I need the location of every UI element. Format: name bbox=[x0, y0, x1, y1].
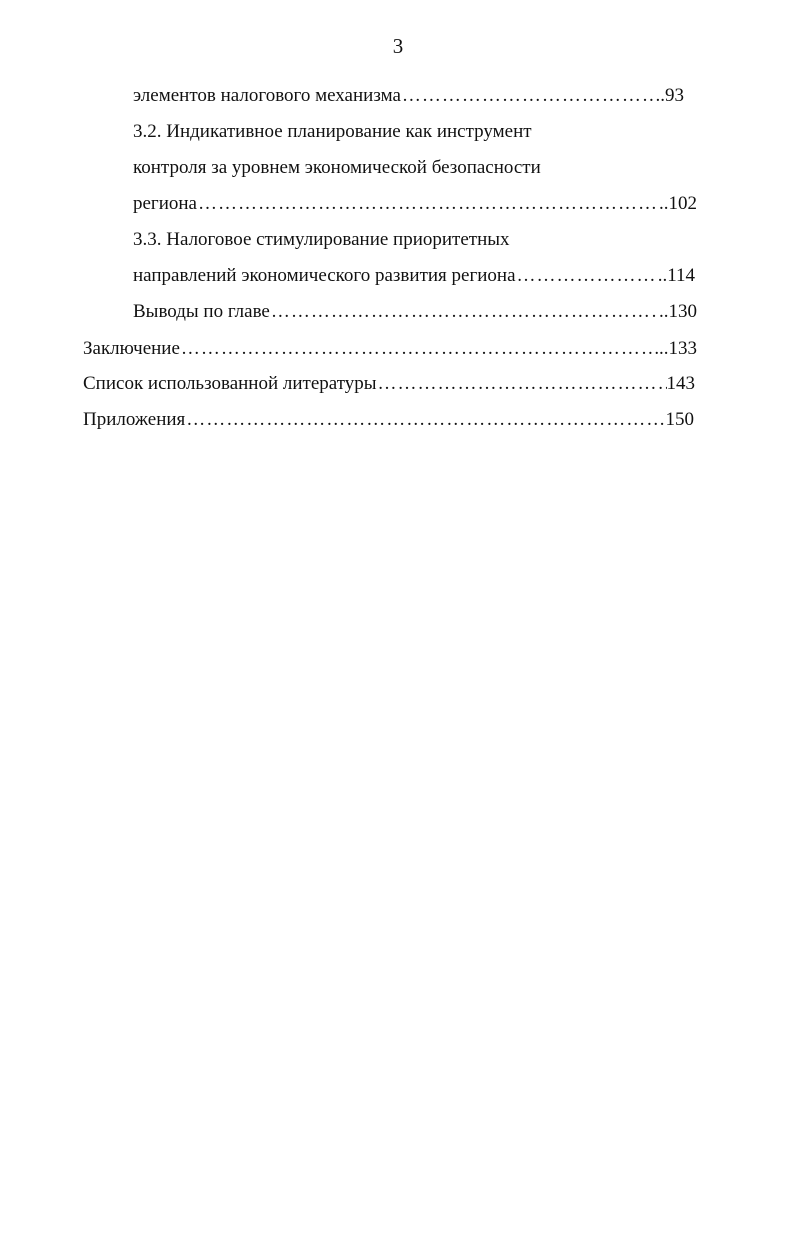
toc-entry-text: Список использованной литературы bbox=[83, 373, 377, 394]
toc-leader-dots bbox=[180, 335, 659, 363]
toc-entry-page: 143 bbox=[666, 373, 695, 394]
toc-entry-text: Приложения bbox=[83, 409, 186, 430]
toc-entry-page: ..130 bbox=[659, 301, 697, 322]
toc-entry-text: Заключение bbox=[83, 338, 180, 359]
toc-leader-dots bbox=[516, 262, 658, 290]
toc-entry-3-2-line3 bbox=[133, 190, 697, 218]
toc-leader-dots bbox=[185, 406, 665, 434]
toc-entry-text: элементов налогового механизма bbox=[133, 85, 401, 106]
toc-entry-tax-mechanism bbox=[133, 82, 684, 110]
page-number: 3 bbox=[392, 34, 404, 58]
toc-leader-dots bbox=[270, 298, 659, 326]
toc-entry-zaklyuchenie bbox=[83, 335, 697, 363]
toc-entry-3-3-line2 bbox=[133, 262, 695, 290]
toc-entry-page: ..133 bbox=[659, 338, 697, 359]
toc-leader-dots bbox=[197, 190, 659, 218]
toc-entry-appendices bbox=[83, 406, 694, 434]
toc-entry-conclusions bbox=[133, 298, 697, 326]
toc-leader-dots bbox=[377, 370, 667, 398]
toc-entry-page: ..114 bbox=[657, 265, 695, 286]
toc-entry-text: Выводы по главе bbox=[133, 301, 270, 322]
toc-entry-text: региона bbox=[133, 193, 197, 214]
toc-entry-3-2-line2: контроля за уровнем экономической безопасности bbox=[133, 157, 541, 178]
toc-entry-text: направлений экономического развития региона bbox=[133, 265, 516, 286]
toc-entry-3-3-line1: 3.3. Налоговое стимулирование приоритетных bbox=[133, 229, 510, 250]
toc-entry-page: ..93 bbox=[655, 85, 684, 106]
toc-leader-dots bbox=[401, 82, 656, 110]
toc-entry-literature bbox=[83, 370, 695, 398]
toc-entry-page: ..102 bbox=[659, 193, 697, 214]
toc-entry-page: 150 bbox=[665, 409, 694, 430]
toc-entry-3-2-line1: 3.2. Индикативное планирование как инструмент bbox=[133, 121, 532, 142]
